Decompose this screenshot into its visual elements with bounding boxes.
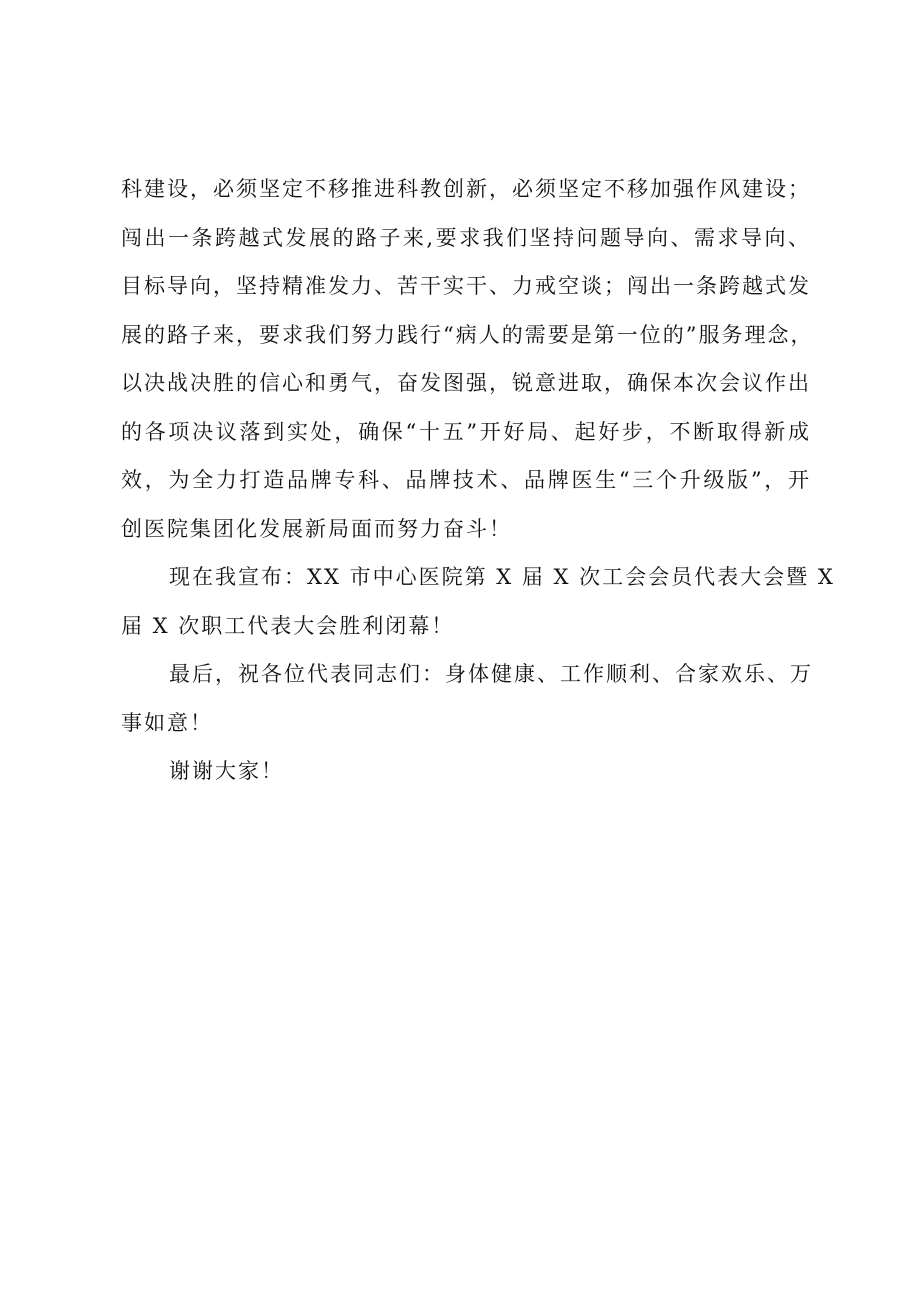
document-body — [121, 165, 835, 796]
paragraph-thanks — [121, 747, 811, 796]
text-line: 的各项决议落到实处，确保“十五”开好局、起好步，不断取得新成 — [121, 419, 811, 444]
text-line: 谢谢大家！ — [169, 759, 284, 783]
text-line: 现在我宣布：XX 市中心医院第 X 届 X 次工会会员代表大会暨 X — [169, 565, 835, 589]
text-line: 科建设，必须坚定不移推进科教创新，必须坚定不移加强作风建设； — [121, 177, 811, 201]
text-line: 目标导向，坚持精准发力、苦干实干、力戒空谈；闯出一条跨越式发 — [121, 274, 811, 298]
paragraph-announcement — [121, 553, 835, 650]
text-line: 事如意！ — [121, 710, 213, 735]
text-line: 以决战决胜的信心和勇气，奋发图强，锐意进取，确保本次会议作出 — [121, 371, 811, 395]
text-line: 创医院集团化发展新局面而努力奋斗！ — [121, 516, 512, 541]
paragraph-wishes — [121, 650, 811, 747]
paragraph-closing-remarks — [121, 165, 814, 553]
text-line: 展的路子来，要求我们努力践行“病人的需要是第一位的”服务理念， — [121, 322, 814, 347]
text-line: 效，为全力打造品牌专科、品牌技术、品牌医生“三个升级版”，开 — [121, 468, 811, 492]
text-line: 闯出一条跨越式发展的路子来,要求我们坚持问题导向、需求导向、 — [121, 225, 811, 250]
text-line: 最后，祝各位代表同志们：身体健康、工作顺利、合家欢乐、万 — [169, 662, 813, 686]
text-line: 届 X 次职工代表大会胜利闭幕！ — [121, 613, 455, 638]
